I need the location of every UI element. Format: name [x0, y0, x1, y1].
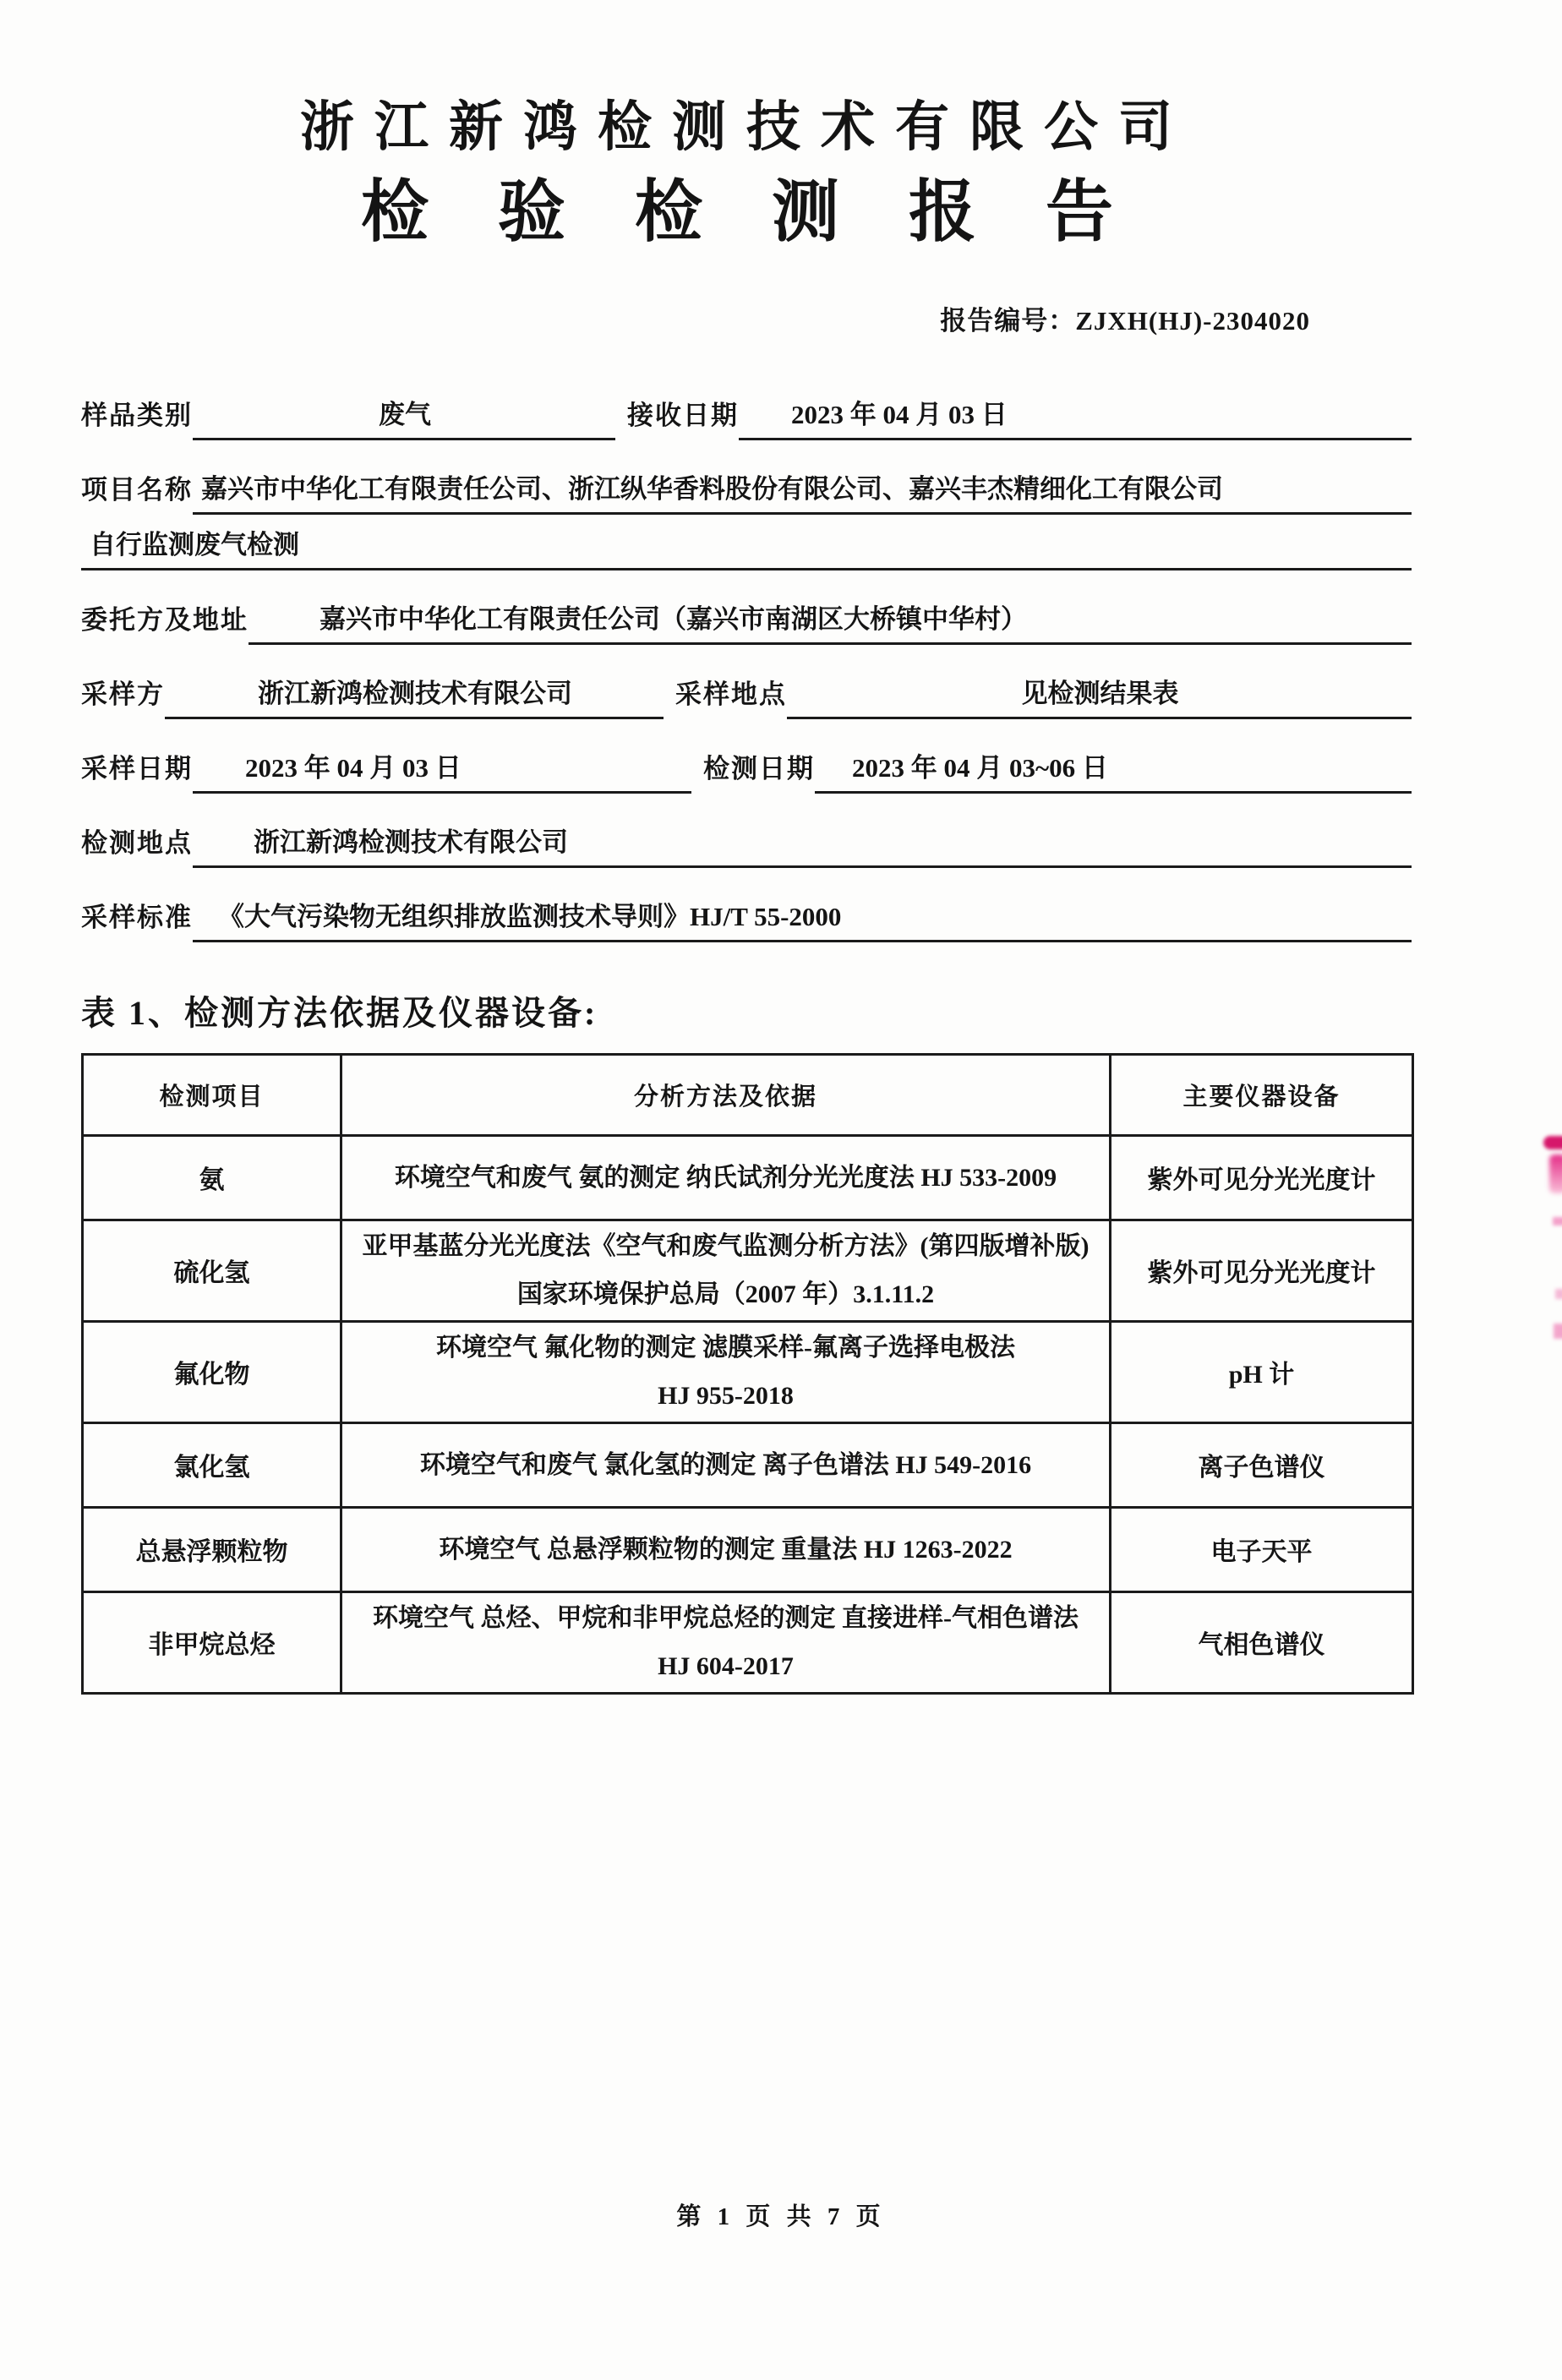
cell-instrument: 离子色谱仪	[1111, 1422, 1413, 1507]
method-line: 环境空气 总悬浮颗粒物的测定 重量法 HJ 1263-2022	[439, 1535, 1013, 1564]
field-value-sampling-date: 2023 年 04 月 03 日	[193, 746, 691, 794]
field-label-sampling-standard: 采样标准	[81, 902, 193, 932]
field-label-project-name: 项目名称	[81, 474, 193, 505]
table-row	[83, 1507, 1413, 1591]
cell-instrument: pH 计	[1111, 1321, 1413, 1422]
field-label-sampler: 采样方	[81, 679, 165, 709]
page-number: 第 1 页 共 7 页	[676, 2203, 886, 2230]
table-row	[83, 1135, 1413, 1220]
cell-item: 氨	[83, 1135, 341, 1220]
field-label-test-date: 检测日期	[703, 753, 815, 783]
cell-item: 氯化氢	[83, 1422, 341, 1507]
cell-method	[341, 1220, 1111, 1321]
company-name: 浙江新鸿检测技术有限公司	[300, 97, 1193, 157]
stamp-bleed-mark	[1543, 1136, 1562, 1149]
field-row-test-site	[81, 821, 1412, 868]
field-row-sample-type	[81, 393, 1412, 440]
field-value-test-date: 2023 年 04 月 03~06 日	[815, 746, 1412, 794]
field-value-project-line2: 自行监测废气检测	[81, 523, 1412, 570]
field-value-sample-type: 废气	[193, 393, 615, 440]
report-content	[81, 0, 1412, 1695]
report-number-line	[81, 299, 1412, 337]
field-label-client: 委托方及地址	[81, 604, 248, 635]
column-header-item: 检测项目	[83, 1054, 341, 1135]
table-header-row	[83, 1054, 1413, 1135]
method-line: HJ 955-2018	[658, 1382, 794, 1411]
field-row-sampler	[81, 672, 1412, 719]
method-line: 环境空气和废气 氨的测定 纳氏试剂分光光度法 HJ 533-2009	[394, 1163, 1057, 1192]
cell-item: 硫化氢	[83, 1220, 341, 1321]
stamp-bleed-mark	[1549, 1155, 1562, 1193]
report-number-value: ZJXH(HJ)-2304020	[1075, 305, 1310, 336]
field-value-sampler: 浙江新鸿检测技术有限公司	[165, 672, 664, 719]
field-value-sampling-site: 见检测结果表	[787, 672, 1412, 719]
cell-item: 氟化物	[83, 1321, 341, 1422]
method-line: 环境空气 氟化物的测定 滤膜采样-氟离子选择电极法	[436, 1333, 1015, 1362]
field-label-test-site: 检测地点	[81, 827, 193, 858]
report-title: 检验检测报告	[361, 176, 1182, 251]
field-value-test-site: 浙江新鸿检测技术有限公司	[193, 821, 1412, 868]
column-header-instrument: 主要仪器设备	[1111, 1054, 1413, 1135]
method-line: 国家环境保护总局（2007 年）3.1.11.2	[516, 1280, 935, 1309]
cell-method	[341, 1321, 1111, 1422]
cell-method	[341, 1591, 1111, 1693]
field-row-sampling-standard	[81, 895, 1412, 942]
cell-instrument: 紫外可见分光光度计	[1111, 1220, 1413, 1321]
field-row-project-name-cont	[81, 523, 1412, 570]
cell-item: 非甲烷总烃	[83, 1591, 341, 1693]
field-label-sampling-date: 采样日期	[81, 753, 193, 783]
table-row	[83, 1591, 1413, 1693]
field-value-project-line1: 嘉兴市中华化工有限责任公司、浙江纵华香料股份有限公司、嘉兴丰杰精细化工有限公司	[193, 467, 1412, 515]
field-label-receive-date: 接收日期	[627, 400, 739, 430]
column-header-method: 分析方法及依据	[341, 1054, 1111, 1135]
report-number-label: 报告编号：	[940, 305, 1076, 336]
table-caption: 表 1、检测方法依据及仪器设备:	[81, 993, 598, 1032]
report-fields	[81, 393, 1412, 942]
field-label-sampling-site: 采样地点	[675, 679, 787, 709]
stamp-bleed-mark	[1555, 1289, 1562, 1299]
table-row	[83, 1321, 1413, 1422]
field-label-sample-type: 样品类别	[81, 400, 193, 430]
methods-table	[81, 1053, 1414, 1695]
table-row	[83, 1220, 1413, 1321]
cell-item: 总悬浮颗粒物	[83, 1507, 341, 1591]
cell-instrument: 气相色谱仪	[1111, 1591, 1413, 1693]
cell-instrument: 紫外可见分光光度计	[1111, 1135, 1413, 1220]
stamp-bleed-mark	[1553, 1217, 1562, 1225]
method-line: HJ 604-2017	[658, 1652, 794, 1681]
table-row	[83, 1422, 1413, 1507]
stamp-bleed-mark	[1554, 1324, 1562, 1339]
cell-method	[341, 1507, 1111, 1591]
field-row-client	[81, 598, 1412, 645]
cell-method	[341, 1422, 1111, 1507]
field-row-sampling-date	[81, 746, 1412, 794]
field-value-receive-date: 2023 年 04 月 03 日	[739, 393, 1412, 440]
cell-method	[341, 1135, 1111, 1220]
cell-instrument: 电子天平	[1111, 1507, 1413, 1591]
method-line: 环境空气 总烃、甲烷和非甲烷总烃的测定 直接进样-气相色谱法	[373, 1603, 1079, 1632]
field-value-sampling-standard: 《大气污染物无组织排放监测技术导则》HJ/T 55-2000	[193, 895, 1412, 942]
field-row-project-name	[81, 467, 1412, 515]
field-value-client: 嘉兴市中华化工有限责任公司（嘉兴市南湖区大桥镇中华村）	[248, 598, 1412, 645]
method-line: 环境空气和废气 氯化氢的测定 离子色谱法 HJ 549-2016	[419, 1450, 1032, 1479]
method-line: 亚甲基蓝分光光度法《空气和废气监测分析方法》(第四版增补版)	[362, 1231, 1090, 1260]
